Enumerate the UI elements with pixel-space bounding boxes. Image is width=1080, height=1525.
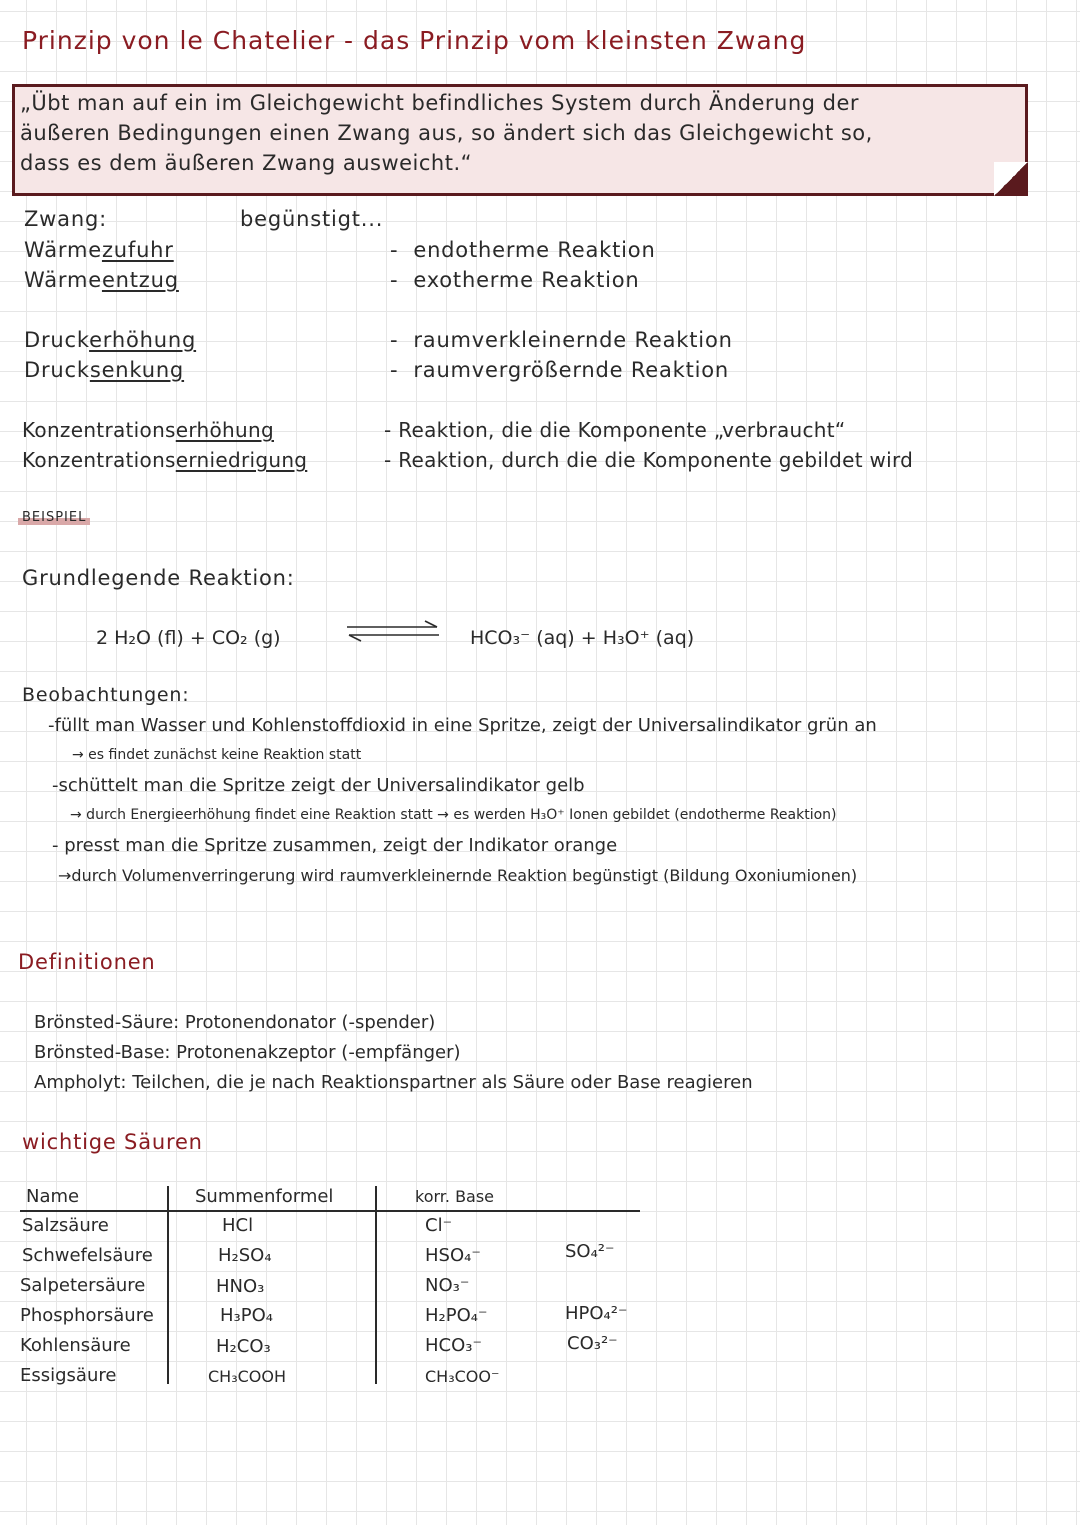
zwang-item: Wärmezufuhr bbox=[24, 238, 174, 262]
beispiel-badge: BEISPIEL bbox=[18, 510, 90, 525]
quote-line: dass es dem äußeren Zwang ausweicht.“ bbox=[20, 151, 473, 175]
acid-name: Essigsäure bbox=[20, 1365, 117, 1386]
beguenstigt-header: begünstigt... bbox=[240, 207, 384, 231]
zwang-result: - endotherme Reaktion bbox=[390, 238, 656, 262]
equation-left: 2 H₂O (fl) + CO₂ (g) bbox=[96, 627, 281, 649]
definitions-heading: Definitionen bbox=[18, 950, 156, 974]
zwang-item: Konzentrationserhöhung bbox=[22, 418, 274, 442]
column-header-base: korr. Base bbox=[415, 1187, 495, 1206]
zwang-result: - exotherme Reaktion bbox=[390, 268, 640, 292]
column-header-name: Name bbox=[26, 1186, 80, 1207]
observation-item: → durch Energieerhöhung findet eine Reaktion statt → es werden H₃O⁺ Ionen gebildet (endotherme Reaktion) bbox=[70, 807, 837, 823]
zwang-result: - Reaktion, die die Komponente „verbraucht“ bbox=[384, 418, 846, 442]
equilibrium-arrow-icon bbox=[345, 620, 441, 642]
observation-item: -schüttelt man die Spritze zeigt der Universalindikator gelb bbox=[52, 775, 585, 796]
acid-base-2: HPO₄²⁻ bbox=[565, 1303, 628, 1324]
table-divider bbox=[167, 1186, 169, 1384]
acid-formula: H₃PO₄ bbox=[220, 1305, 273, 1326]
zwang-result: - raumverkleinernde Reaktion bbox=[390, 328, 733, 352]
column-header-formula: Summenformel bbox=[195, 1186, 334, 1207]
zwang-item: Konzentrationserniedrigung bbox=[22, 448, 308, 472]
equation-right: HCO₃⁻ (aq) + H₃O⁺ (aq) bbox=[470, 627, 695, 649]
observation-item: → es findet zunächst keine Reaktion statt bbox=[72, 747, 362, 763]
acid-base: H₂PO₄⁻ bbox=[425, 1305, 488, 1326]
definition-item: Brönsted-Säure: Protonendonator (-spender) bbox=[34, 1012, 436, 1033]
page-fold-decoration bbox=[994, 162, 1028, 196]
zwang-item: Druckerhöhung bbox=[24, 328, 197, 352]
acid-base: HSO₄⁻ bbox=[425, 1245, 481, 1266]
zwang-result: - raumvergrößernde Reaktion bbox=[390, 358, 730, 382]
acid-name: Schwefelsäure bbox=[22, 1245, 153, 1266]
zwang-item: Drucksenkung bbox=[24, 358, 185, 382]
table-header-line bbox=[20, 1210, 640, 1212]
acid-formula: HNO₃ bbox=[216, 1276, 265, 1297]
zwang-header: Zwang: bbox=[24, 207, 107, 231]
zwang-result: - Reaktion, durch die die Komponente gebildet wird bbox=[384, 448, 914, 472]
acid-name: Phosphorsäure bbox=[20, 1305, 154, 1326]
reaction-heading: Grundlegende Reaktion: bbox=[22, 566, 295, 590]
acid-base: CH₃COO⁻ bbox=[425, 1367, 500, 1386]
acid-base: HCO₃⁻ bbox=[425, 1335, 482, 1356]
acid-formula: HCl bbox=[222, 1215, 254, 1236]
acid-base: NO₃⁻ bbox=[425, 1275, 470, 1296]
observation-item: - presst man die Spritze zusammen, zeigt der Indikator orange bbox=[52, 835, 618, 856]
acid-name: Salzsäure bbox=[22, 1215, 109, 1236]
observation-item: -füllt man Wasser und Kohlenstoffdioxid in eine Spritze, zeigt der Universalindikator grün an bbox=[48, 715, 877, 736]
acid-name: Kohlensäure bbox=[20, 1335, 131, 1356]
acid-base: Cl⁻ bbox=[425, 1215, 453, 1236]
quote-line: „Übt man auf ein im Gleichgewicht befindliches System durch Änderung der bbox=[20, 91, 860, 115]
definition-item: Brönsted-Base: Protonenakzeptor (-empfänger) bbox=[34, 1042, 461, 1063]
zwang-item: Wärmeentzug bbox=[24, 268, 179, 292]
acids-heading: wichtige Säuren bbox=[22, 1130, 203, 1154]
acid-formula: H₂SO₄ bbox=[218, 1245, 272, 1266]
page-title: Prinzip von le Chatelier - das Prinzip vom kleinsten Zwang bbox=[22, 26, 807, 55]
acid-formula: CH₃COOH bbox=[208, 1367, 287, 1386]
observations-heading: Beobachtungen: bbox=[22, 684, 190, 706]
acid-base-2: CO₃²⁻ bbox=[567, 1333, 618, 1354]
observation-item: →durch Volumenverringerung wird raumverkleinernde Reaktion begünstigt (Bildung Oxoniumionen) bbox=[58, 866, 858, 885]
definition-item: Ampholyt: Teilchen, die je nach Reaktionspartner als Säure oder Base reagieren bbox=[34, 1072, 753, 1093]
acid-name: Salpetersäure bbox=[20, 1275, 146, 1296]
quote-line: äußeren Bedingungen einen Zwang aus, so ändert sich das Gleichgewicht so, bbox=[20, 121, 873, 145]
acid-formula: H₂CO₃ bbox=[216, 1336, 271, 1357]
acid-base-2: SO₄²⁻ bbox=[565, 1241, 615, 1262]
table-divider bbox=[375, 1186, 377, 1384]
